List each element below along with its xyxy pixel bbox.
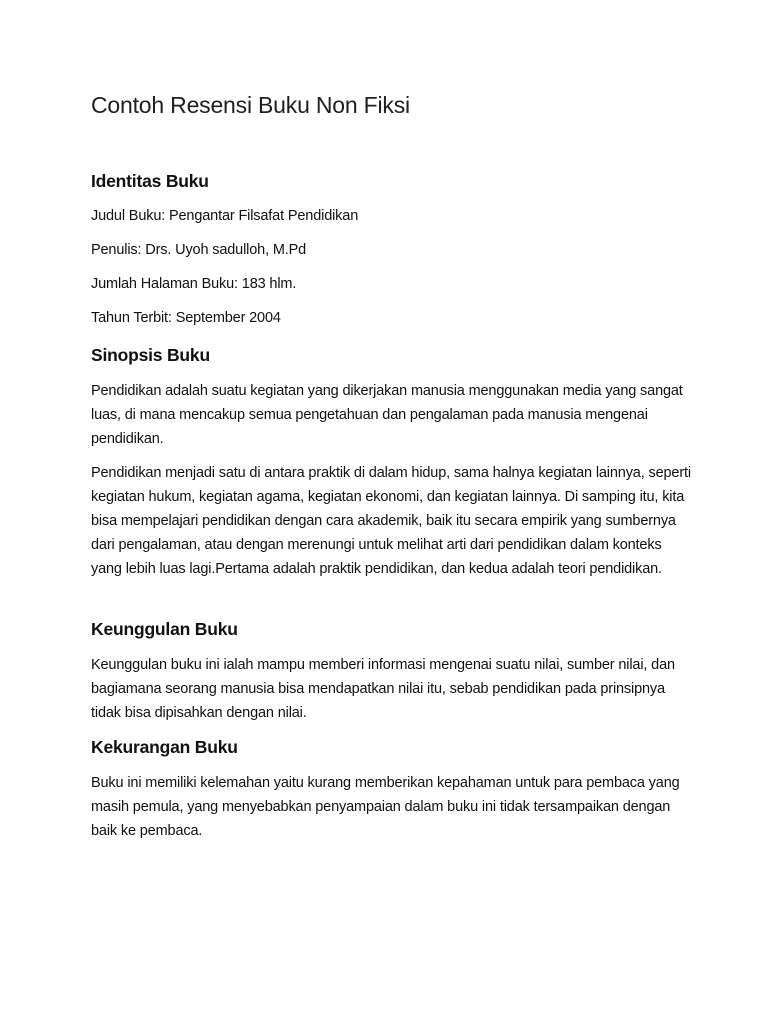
keunggulan-heading: Keunggulan Buku <box>91 619 238 639</box>
jumlah-halaman: Jumlah Halaman Buku: 183 hlm. <box>91 276 297 292</box>
tahun-terbit: Tahun Terbit: September 2004 <box>91 310 281 326</box>
keunggulan-paragraph: Keunggulan buku ini ialah mampu memberi informasi mengenai suatu nilai, sumber nilai, dan bagiamana seorang manusia bisa mendapatkan nilai itu, sebab pendidikan pada prinsipnya tidak bisa dipisahkan dengan nilai. <box>91 657 675 721</box>
kekurangan-heading: Kekurangan Buku <box>91 737 238 757</box>
sinopsis-paragraph-1: Pendidikan adalah suatu kegiatan yang dikerjakan manusia menggunakan media yang sangat luas, di mana mencakup semua pengetahuan dan pengalaman pada manusia mengenai pendidikan. <box>91 383 683 447</box>
kekurangan-paragraph: Buku ini memiliki kelemahan yaitu kurang memberikan kepahaman untuk para pembaca yang masih pemula, yang menyebabkan penyampaian dalam buku ini tidak tersampaikan dengan baik ke pembaca. <box>91 775 680 839</box>
document-title: Contoh Resensi Buku Non Fiksi <box>91 92 410 118</box>
identitas-heading: Identitas Buku <box>91 171 209 191</box>
sinopsis-paragraph-2: Pendidikan menjadi satu di antara praktik di dalam hidup, sama halnya kegiatan lainnya, seperti kegiatan hukum, kegiatan agama, kegiatan ekonomi, dan kegiatan lainnya. Di samping itu, kita bisa mempelajari pendidikan dengan cara akademik, baik itu secara empirik yang sumbernya dari pengalaman, atau dengan merenungi untuk melihat arti dari pendidikan dalam konteks yang lebih luas lagi.Pertama adalah praktik pendidikan, dan kedua adalah teori pendidikan. <box>91 465 691 577</box>
penulis: Penulis: Drs. Uyoh sadulloh, M.Pd <box>91 242 307 258</box>
judul-buku: Judul Buku: Pengantar Filsafat Pendidikan <box>91 208 359 224</box>
sinopsis-heading: Sinopsis Buku <box>91 345 210 365</box>
